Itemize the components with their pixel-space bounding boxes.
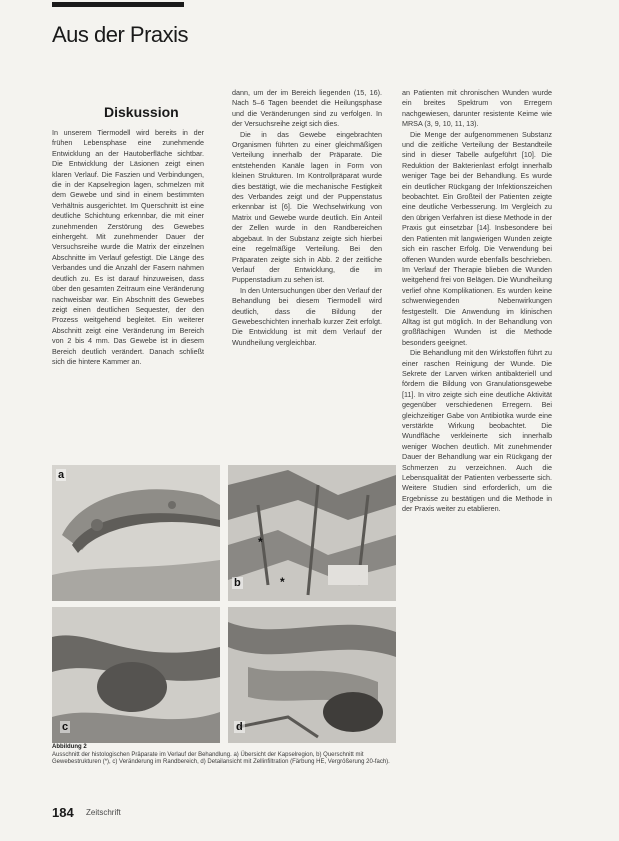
micrograph-panel-d xyxy=(228,607,396,743)
text-column-2 xyxy=(232,88,382,460)
panel-label: b xyxy=(234,577,241,589)
text-column-1 xyxy=(52,128,204,460)
micrograph-image xyxy=(228,607,396,743)
journal-name: Zeitschrift xyxy=(86,808,121,817)
micrograph-panel-b xyxy=(228,465,396,601)
paragraph: an Patienten mit chronischen Wunden wurde ein breites Spektrum von Erregern nachgewiesen, darunter resistente Keime wie MRSA (3, 9, 10, 11, 13). xyxy=(402,88,552,129)
paragraph: In den Untersuchungen über den Verlauf der Behandlung bei diesem Tiermodell wird deutlich, dass die Bildung der Gewebeschichten innerhalb kurzer Zeit erfolgt. Die Entwicklung ist mit dem Verlauf der Wundheilung vergleichbar. xyxy=(232,285,382,347)
paragraph: In unserem Tiermodell wird bereits in der frühen Lebensphase eine zunehmende Entwicklung an der Hautoberfläche sichtbar. Die Entwicklung der Läsionen zeigt einen klaren Verlauf. Die Faszien und Verbindungen, die in der Kapselregion lagen, schmelzen mit dem Gewebe und sind in einem bestimmten Verhältnis ausgerichtet. Im Querschnitt ist eine deutliche Schichtung erkennbar, die mit einer zunehmenden Zerstörung des Gewebes einhergeht. Mit zunehmender Dauer der Versuchsreihe wurde die Matrix der einzelnen Abschnitte im Verlauf gefestigt. Die Länge des Verbandes und die Anzahl der Fasern nahmen deutlich zu. Es ist darauf hinzuweisen, dass über den gesamten Zeitraum eine Veränderung nachweisbar war. Ein Abschnitt des Gewebes zeigt einen deutlichen Sequester, der den Prozess weitgehend begleitet. Ein weiterer Abschnitt zeigt eine Veränderung im Bereich von 2 bis 4 mm. Das Gewebe ist in diesem Bereich deutlich verändert. Danach schließt sich die hintere Kammer an. xyxy=(52,128,204,366)
caption-text: Ausschnitt der histologischen Präparate im Verlauf der Behandlung. a) Übersicht der Kapselregion, b) Querschnitt mit Gewebestrukturen (*), c) Veränderung im Randbereich, d) Detailansicht mit Zellinfiltration (Färbung HE, Vergrößerung 20-fach). xyxy=(52,751,390,766)
figure-micrographs xyxy=(52,465,394,743)
figure-caption xyxy=(52,744,394,767)
marker-star: * xyxy=(258,535,263,549)
micrograph-image xyxy=(52,607,220,743)
micrograph-panel-c xyxy=(52,607,220,743)
page-number: 184 xyxy=(52,805,74,820)
paragraph: dann, um der im Bereich liegenden (15, 16). Nach 5–6 Tagen beendet die Heilungsphase und die Veränderungen sind zu verfolgen. In der Versuchsreihe zeigt sich dies. xyxy=(232,88,382,129)
micrograph-image xyxy=(52,465,220,601)
panel-label: d xyxy=(236,721,243,733)
panel-label: c xyxy=(62,721,69,733)
caption-title: Abbildung 2 xyxy=(52,744,87,750)
paragraph: Die in das Gewebe eingebrachten Organismen führten zu einer gleichmäßigen Verteilung innerhalb der Präparate. Die entstehenden Kanäle lagen in Form von kleinen Strukturen. Im Kontrollpräparat wurde dies bestätigt, wie die mechanische Festigkeit des Verbandes zeigt und der Puppenstatus erkennbar ist [6]. Die Wechselwirkung von Matrix und Gewebe wurde deutlich. Ein Anteil der Zellen wurde in den Randbereichen abgebaut. In der Substanz zeigte sich hierbei eine regelmäßige Verteilung. Bei den Präparaten zeigte sich in Abb. 2 der zeitliche Verlauf der Entwicklung, die im Puppenstadium zu sehen ist. xyxy=(232,129,382,285)
text-column-3 xyxy=(402,88,552,768)
paragraph: Die Menge der aufgenommenen Substanz und die zeitliche Verteilung der Bestandteile sind in dieser Tabelle aufgeführt [10]. Die Reduktion der Bakterienlast erfolgt innerhalb weniger Tage bei der Behandlung. Es wurde ein deutlicher Rückgang der Infektionszeichen beobachtet. Ein Großteil der Patienten zeigte eine deutliche Verbesserung. Im Vergleich zu den übrigen Verfahren ist diese Methode in der Praxis gut einsetzbar [14]. Insbesondere bei den Patienten mit langwierigen Wunden zeigte sich ein rascher Erfolg. Die Verwendung bei offenen Wunden wurde ebenfalls beschrieben. Im Verlauf der Therapie blieben die Wunden weitgehend frei von Belägen. Die Wundheilung verlief ohne Komplikationen. Es wurden keine schwerwiegenden Nebenwirkungen festgestellt. Die Anwendung im klinischen Alltag ist gut möglich. In der Behandlung von großflächigen Wunden ist die Methode besonders geeignet. xyxy=(402,129,552,347)
header-rule xyxy=(52,2,184,7)
micrograph-panel-a xyxy=(52,465,220,601)
article-heading: Diskussion xyxy=(104,104,179,120)
panel-label: a xyxy=(58,469,65,481)
section-title: Aus der Praxis xyxy=(52,22,189,47)
paragraph: Die Behandlung mit den Wirkstoffen führt zu einer raschen Reinigung der Wunde. Die Sekrete der Larven wirken antibakteriell und fördern die Bildung von Granulationsgewebe [11]. In vitro zeigte sich eine deutliche Aktivität gegenüber verschiedenen Erregern. Bei gleichzeitiger Gabe von Antibiotika wurde eine verstärkte Wirkung beobachtet. Die Wundfläche verkleinerte sich innerhalb weniger Wochen deutlich. Mit zunehmender Dauer der Behandlung war ein Rückgang der Schmerzen zu verzeichnen. Auch die Lebensqualität der Patienten verbesserte sich. Weitere Studien sind erforderlich, um die Ergebnisse zu bestätigen und die Methode in der Praxis weiter zu etablieren. xyxy=(402,348,552,514)
micrograph-image xyxy=(228,465,396,601)
marker-star: * xyxy=(280,575,285,589)
